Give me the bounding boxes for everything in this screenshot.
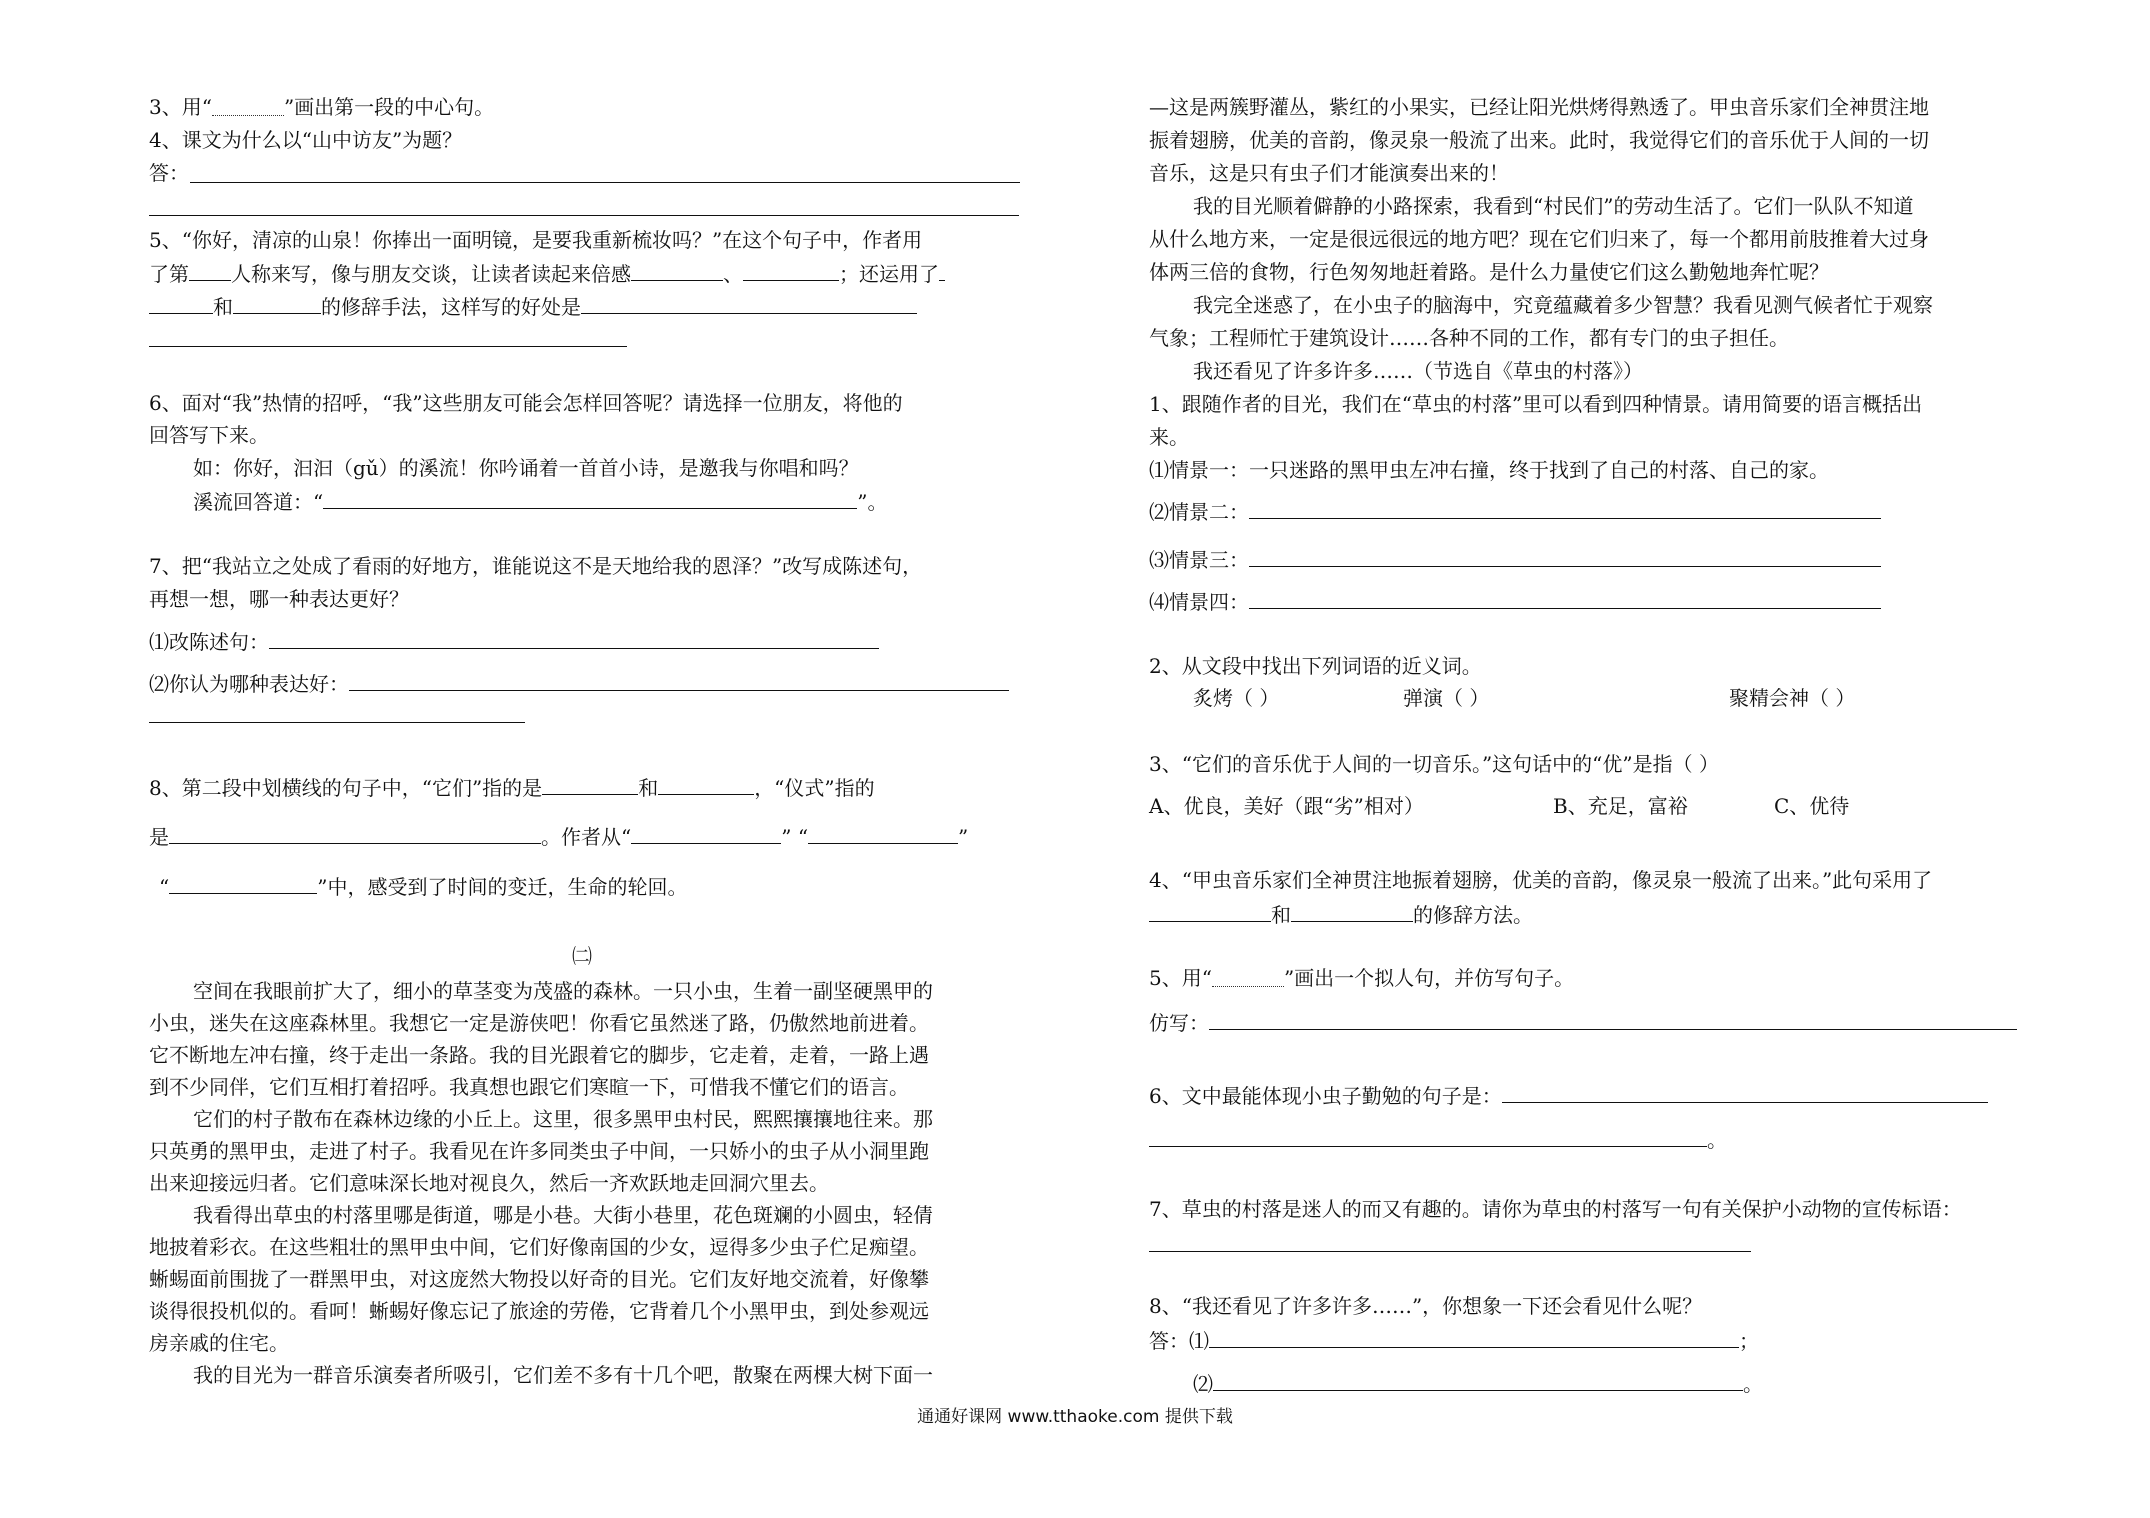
question-8-line-3: “ ”中，感受到了时间的变迁，生命的轮回。 [159,871,687,901]
fill-blank[interactable] [939,258,945,281]
passage-line: 音乐，这是只有虫子们才能演奏出来的！ [1149,161,1509,185]
passage-line: 从什么地方来，一定是很远很远的地方吧？现在它们归来了，每一个都用前肢推着大过身 [1149,227,1929,251]
question-1: 1、跟随作者的目光，我们在“草虫的村落”里可以看到四种情景。请用简要的语言概括出 [1149,392,1923,416]
passage-line: 我的目光为一群音乐演奏者所吸引，它们差不多有十几个吧，散聚在两棵大树下面一 [193,1363,933,1387]
passage-line: —这是两簇野灌丛，紫红的小果实，已经让阳光烘烤得熟透了。甲虫音乐家们全神贯注地 [1149,95,1929,119]
word-1: 炙烤（ ） [1193,686,1280,710]
question-5-line-3: 和 的修辞手法，这样写的好处是 [149,291,917,321]
fill-blank[interactable] [169,871,317,894]
question-4-line-2: 和 的修辞方法。 [1149,899,1533,929]
question-6: 6、面对“我”热情的招呼，“我”这些朋友可能会怎样回答呢？请选择一位朋友，将他的 [149,391,903,415]
answer-blank[interactable] [190,182,1020,183]
fill-blank[interactable] [233,291,321,314]
question-8: 8、“我还看见了许多许多……”，你想象一下还会看见什么呢？ [1149,1294,1703,1318]
passage-line: 谈得很投机似的。看呵！蜥蜴好像忘记了旅途的劳倦，它背着几个小黑甲虫，到处参观远 [149,1299,929,1323]
fill-blank[interactable] [149,291,213,314]
fill-blank[interactable] [1209,1325,1739,1348]
question-6-example: 如：你好，汩汩（gǔ）的溪流！你吟诵着一首首小诗，是邀我与你唱和吗？ [193,456,859,480]
answer-blank[interactable] [149,346,627,347]
fill-blank[interactable] [743,258,839,281]
word-2: 弹演（ ） [1403,686,1490,710]
passage-line: 小虫，迷失在这座森林里。我想它一定是游侠吧！你看它虽然迷了路，仍傲然地前进着。 [149,1011,929,1035]
question-8: 8、第二段中划横线的句子中，“它们”指的是 和 ，“仪式”指的 [149,772,875,802]
question-5: 5、“你好，清凉的山泉！你捧出一面明镜，是要我重新梳妆吗？”在这个句子中，作者用 [149,228,923,252]
passage-source: 我还看见了许多许多……（节选自《草虫的村落》） [1193,359,1643,383]
answer-label: 答： [149,161,189,185]
question-5: 5、用“ ”画出一个拟人句，并仿写句子。 [1149,966,1575,990]
passage-line: 房亲戚的住宅。 [149,1331,289,1355]
fill-blank[interactable] [542,772,638,795]
passage-line: 振着翅膀，优美的音韵，像灵泉一般流了出来。此时，我觉得它们的音乐优于人间的一切 [1149,128,1929,152]
fill-blank[interactable] [1209,1007,2017,1030]
fill-blank[interactable] [658,772,754,795]
passage-line: 它们的村子散布在森林边缘的小丘上。这里，很多黑甲虫村民，熙熙攘攘地往来。那 [193,1107,933,1131]
question-6-reply: 溪流回答道：“ ”。 [193,486,887,516]
fill-blank[interactable] [1502,1080,1988,1103]
wavy-underline-sample [212,101,284,116]
option-a[interactable]: A、优良，美好（跟“劣”相对） [1149,794,1424,818]
section-title: ㈡ [572,944,592,968]
question-7: 7、把“我站立之处成了看雨的好地方，谁能说这不是天地给我的恩泽？”改写成陈述句， [149,554,923,578]
passage-line: 它不断地左冲右撞，终于走出一条路。我的目光跟着它的脚步，它走着，走着，一路上遇 [149,1043,929,1067]
scene-4: ⑷情景四： [1149,586,1881,616]
passage-line: 蜥蜴面前围拢了一群黑甲虫，对这庞然大物投以好奇的目光。它们友好地交流着，好像攀 [149,1267,929,1291]
fill-blank[interactable] [1291,899,1413,922]
question-7-answer-1: ⑴改陈述句： [149,626,879,656]
scene-2: ⑵情景二： [1149,496,1881,526]
passage-line: 体两三倍的食物，行色匆匆地赶着路。是什么力量使它们这么勤勉地奔忙呢？ [1149,260,1829,284]
fill-blank[interactable] [323,486,857,509]
fill-blank[interactable] [581,291,917,314]
option-c[interactable]: C、优待 [1774,794,1850,818]
wavy-underline-sample [1212,972,1284,987]
word-3: 聚精会神（ ） [1729,686,1856,710]
question-7-line-2: 再想一想，哪一种表达更好？ [149,587,409,611]
fill-blank[interactable] [1249,586,1881,609]
scene-3: ⑶情景三： [1149,544,1881,574]
answer-blank[interactable] [149,722,525,723]
passage-line: 我看得出草虫的村落里哪是街道，哪是小巷。大街小巷里，花色斑斓的小圆虫，轻倩 [193,1203,933,1227]
fill-blank[interactable] [189,258,231,281]
passage-line: 我的目光顺着僻静的小路探索，我看到“村民们”的劳动生活了。它们一队队不知道 [1193,194,1914,218]
passage-line: 出来迎接远归者。它们意味深长地对视良久，然后一齐欢跃地走回洞穴里去。 [149,1171,829,1195]
fill-blank[interactable] [1149,899,1271,922]
fill-blank[interactable] [1149,1124,1707,1147]
question-7-answer-2: ⑵你认为哪种表达好： [149,668,1009,698]
fill-blank[interactable] [631,821,781,844]
imitation: 仿写： [1149,1007,2017,1037]
question-4: 4、课文为什么以“山中访友”为题？ [149,128,463,152]
question-6-line-2: 。 [1149,1124,1727,1154]
passage-line: 只英勇的黑甲虫，走进了村子。我看见在许多同类虫子中间，一只娇小的虫子从小洞里跑 [149,1139,929,1163]
question-4: 4、“甲虫音乐家们全神贯注地振着翅膀，优美的音韵，像灵泉一般流了出来。”此句采用了 [1149,868,1933,892]
passage-line: 到不少同伴，它们互相打着招呼。我真想也跟它们寒暄一下，可惜我不懂它们的语言。 [149,1075,909,1099]
answer-blank[interactable] [149,215,1019,216]
question-6: 6、文中最能体现小虫子勤勉的句子是： [1149,1080,1988,1110]
fill-blank[interactable] [269,626,879,649]
passage-line: 空间在我眼前扩大了，细小的草茎变为茂盛的森林。一只小虫，生着一副坚硬黑甲的 [193,979,933,1003]
question-3: 3、“它们的音乐优于人间的一切音乐。”这句话中的“优”是指（ ） [1149,752,1719,776]
fill-blank[interactable] [1249,544,1881,567]
passage-line: 我完全迷惑了，在小虫子的脑海中，究竟蕴藏着多少智慧？我看见测气候者忙于观察 [1193,293,1933,317]
answer-blank[interactable] [1149,1251,1751,1252]
question-3: 3、用“ ”画出第一段的中心句。 [149,95,495,119]
fill-blank[interactable] [1249,496,1881,519]
fill-blank[interactable] [169,821,541,844]
question-6-line-2: 回答写下来。 [149,423,269,447]
question-5-line-2: 了第 人称来写，像与朋友交谈，让读者读起来倍感 、 ；还运用了 [149,258,945,288]
footer-credit: 通通好课网 www.tthaoke.com 提供下载 [917,1407,1233,1427]
question-2: 2、从文段中找出下列词语的近义词。 [1149,654,1482,678]
fill-blank[interactable] [808,821,958,844]
question-8-line-2: 是 。作者从“ ” “ ” [149,821,968,851]
fill-blank[interactable] [1213,1368,1743,1391]
option-b[interactable]: B、充足，富裕 [1553,794,1688,818]
question-8-answer-2: ⑵ 。 [1193,1368,1763,1398]
passage-line: 地披着彩衣。在这些粗壮的黑甲虫中间，它们好像南国的少女，逗得多少虫子伫足痴望。 [149,1235,929,1259]
question-8-answer-1: 答：⑴ ； [1149,1325,1759,1355]
fill-blank[interactable] [349,668,1009,691]
scene-1: ⑴情景一：一只迷路的黑甲虫左冲右撞，终于找到了自己的村落、自己的家。 [1149,458,1829,482]
question-1-line-2: 来。 [1149,425,1189,449]
passage-line: 气象；工程师忙于建筑设计……各种不同的工作，都有专门的虫子担任。 [1149,326,1789,350]
question-7: 7、草虫的村落是迷人的而又有趣的。请你为草虫的村落写一句有关保护小动物的宣传标语： [1149,1197,1962,1221]
fill-blank[interactable] [631,258,723,281]
